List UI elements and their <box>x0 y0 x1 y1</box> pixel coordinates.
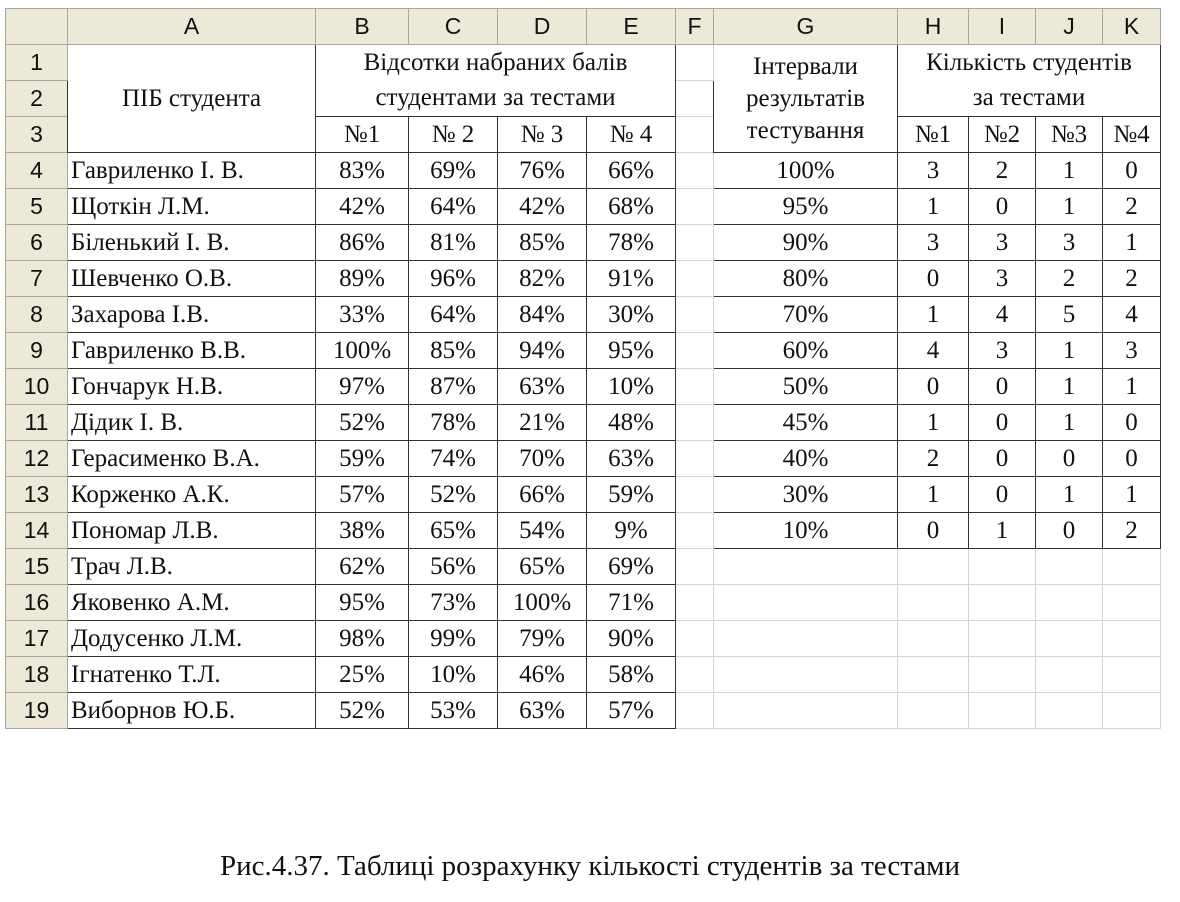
cell-empty[interactable] <box>676 585 714 621</box>
cell-empty[interactable] <box>1103 549 1161 585</box>
cell-score[interactable]: 42% <box>498 189 587 225</box>
cell-empty[interactable] <box>898 585 969 621</box>
cell-student-name[interactable]: Яковенко А.М. <box>68 585 316 621</box>
cell-empty[interactable] <box>1036 693 1103 729</box>
cell-empty[interactable] <box>1103 585 1161 621</box>
intervals-header-line1: Інтервали <box>753 52 858 80</box>
cell-score[interactable]: 54% <box>498 513 587 549</box>
cell-count[interactable]: 3 <box>969 225 1036 261</box>
cell-interval[interactable]: 50% <box>714 369 898 405</box>
cell-empty[interactable] <box>714 657 898 693</box>
cell-empty[interactable] <box>676 621 714 657</box>
cell-count-header-line2[interactable]: за тестами <box>898 81 1161 117</box>
column-header-e[interactable]: E <box>587 9 676 45</box>
cell-score[interactable]: 76% <box>498 153 587 189</box>
cell-student-name[interactable]: Ігнатенко Т.Л. <box>68 657 316 693</box>
cell-empty[interactable] <box>676 369 714 405</box>
cell-score[interactable]: 59% <box>316 441 409 477</box>
cell-count[interactable]: 4 <box>898 333 969 369</box>
cell-score[interactable]: 63% <box>498 369 587 405</box>
column-header-k[interactable]: K <box>1103 9 1161 45</box>
cell-score[interactable]: 70% <box>498 441 587 477</box>
row-header-15[interactable]: 15 <box>6 549 68 585</box>
column-header-a[interactable]: A <box>68 9 316 45</box>
cell-student-name[interactable]: Корженко А.К. <box>68 477 316 513</box>
cell-empty[interactable] <box>1103 657 1161 693</box>
cell-score[interactable]: 65% <box>498 549 587 585</box>
cell-score[interactable]: 57% <box>587 693 676 729</box>
row-header-1[interactable]: 1 <box>6 45 68 81</box>
cell-interval[interactable]: 10% <box>714 513 898 549</box>
cell-count[interactable]: 0 <box>969 405 1036 441</box>
cell-score[interactable]: 53% <box>409 693 498 729</box>
cell-count[interactable]: 3 <box>898 225 969 261</box>
cell-score[interactable]: 66% <box>587 153 676 189</box>
cell-student-name[interactable]: Гавриленко І. В. <box>68 153 316 189</box>
cell-name-header[interactable]: ПІБ студента <box>68 45 316 153</box>
intervals-header-line3: тестування <box>746 116 865 144</box>
cell-count[interactable]: 3 <box>969 261 1036 297</box>
table-row <box>6 369 1161 405</box>
cell-student-name[interactable]: Гончарук Н.В. <box>68 369 316 405</box>
cell-count[interactable]: 0 <box>1036 513 1103 549</box>
cell-score[interactable]: 69% <box>409 153 498 189</box>
cell-score[interactable]: 64% <box>409 297 498 333</box>
cell-count[interactable]: 0 <box>1036 441 1103 477</box>
cell-student-name[interactable]: Герасименко В.А. <box>68 441 316 477</box>
cell-score[interactable]: 71% <box>587 585 676 621</box>
cell-count-test-header-2[interactable]: №2 <box>969 117 1036 153</box>
spreadsheet-grid <box>5 8 1161 729</box>
cell-empty[interactable] <box>969 693 1036 729</box>
cell-count-header-line1[interactable]: Кількість студентів <box>898 45 1161 81</box>
cell-score[interactable]: 10% <box>409 657 498 693</box>
cell-empty[interactable] <box>969 549 1036 585</box>
cell-test-header-2[interactable]: № 2 <box>409 117 498 153</box>
cell-empty[interactable] <box>676 153 714 189</box>
table-row <box>6 261 1161 297</box>
cell-score[interactable]: 33% <box>316 297 409 333</box>
cell-empty[interactable] <box>1036 549 1103 585</box>
cell-count[interactable]: 3 <box>898 153 969 189</box>
cell-count[interactable]: 1 <box>1036 477 1103 513</box>
cell-empty[interactable] <box>714 585 898 621</box>
cell-score[interactable]: 95% <box>316 585 409 621</box>
cell-f1[interactable] <box>676 45 714 81</box>
cell-intervals-header[interactable] <box>714 45 898 153</box>
cell-interval[interactable]: 100% <box>714 153 898 189</box>
table-row <box>6 513 1161 549</box>
cell-empty[interactable] <box>898 549 969 585</box>
cell-interval[interactable]: 80% <box>714 261 898 297</box>
cell-count[interactable]: 1 <box>1103 369 1161 405</box>
table-row <box>6 585 1161 621</box>
cell-score[interactable]: 78% <box>587 225 676 261</box>
cell-interval[interactable]: 90% <box>714 225 898 261</box>
cell-score[interactable]: 99% <box>409 621 498 657</box>
table-row <box>6 405 1161 441</box>
cell-count[interactable]: 2 <box>1036 261 1103 297</box>
cell-score[interactable]: 84% <box>498 297 587 333</box>
column-header-j[interactable]: J <box>1036 9 1103 45</box>
cell-count[interactable]: 2 <box>969 153 1036 189</box>
cell-count[interactable]: 0 <box>898 369 969 405</box>
cell-count[interactable]: 2 <box>1103 189 1161 225</box>
cell-empty[interactable] <box>676 693 714 729</box>
cell-score[interactable]: 21% <box>498 405 587 441</box>
cell-score[interactable]: 97% <box>316 369 409 405</box>
cell-score[interactable]: 64% <box>409 189 498 225</box>
cell-score[interactable]: 85% <box>409 333 498 369</box>
cell-score[interactable]: 86% <box>316 225 409 261</box>
cell-count[interactable]: 1 <box>1103 477 1161 513</box>
cell-score[interactable]: 73% <box>409 585 498 621</box>
row-header-6[interactable]: 6 <box>6 225 68 261</box>
cell-count[interactable]: 5 <box>1036 297 1103 333</box>
cell-score[interactable]: 91% <box>587 261 676 297</box>
row-header-5[interactable]: 5 <box>6 189 68 225</box>
column-header-row <box>6 9 1161 45</box>
cell-score[interactable]: 83% <box>316 153 409 189</box>
cell-student-name[interactable]: Біленький І. В. <box>68 225 316 261</box>
cell-interval[interactable]: 95% <box>714 189 898 225</box>
cell-empty[interactable] <box>714 693 898 729</box>
cell-count[interactable]: 1 <box>898 477 969 513</box>
cell-score[interactable]: 56% <box>409 549 498 585</box>
cell-count[interactable]: 4 <box>1103 297 1161 333</box>
table-row <box>6 549 1161 585</box>
row-header-8[interactable]: 8 <box>6 297 68 333</box>
cell-count-test-header-1[interactable]: №1 <box>898 117 969 153</box>
cell-score[interactable]: 81% <box>409 225 498 261</box>
table-row <box>6 621 1161 657</box>
column-header-d[interactable]: D <box>498 9 587 45</box>
cell-score[interactable]: 94% <box>498 333 587 369</box>
cell-count-test-header-3[interactable]: №3 <box>1036 117 1103 153</box>
cell-score[interactable]: 62% <box>316 549 409 585</box>
cell-empty[interactable] <box>969 585 1036 621</box>
cell-student-name[interactable]: Гавриленко В.В. <box>68 333 316 369</box>
cell-empty[interactable] <box>676 441 714 477</box>
cell-student-name[interactable]: Дідик І. В. <box>68 405 316 441</box>
cell-score[interactable]: 63% <box>498 693 587 729</box>
cell-score[interactable]: 100% <box>316 333 409 369</box>
cell-empty[interactable] <box>676 225 714 261</box>
cell-count[interactable]: 1 <box>1036 369 1103 405</box>
cell-count[interactable]: 1 <box>1036 189 1103 225</box>
cell-count[interactable]: 0 <box>1103 405 1161 441</box>
cell-empty[interactable] <box>676 513 714 549</box>
cell-score[interactable]: 82% <box>498 261 587 297</box>
table-row <box>6 477 1161 513</box>
row-header-12[interactable]: 12 <box>6 441 68 477</box>
row-header-16[interactable]: 16 <box>6 585 68 621</box>
cell-empty[interactable] <box>676 405 714 441</box>
cell-count[interactable]: 1 <box>898 189 969 225</box>
cell-empty[interactable] <box>1036 585 1103 621</box>
cell-empty[interactable] <box>898 693 969 729</box>
cell-score[interactable]: 9% <box>587 513 676 549</box>
table-row <box>6 693 1161 729</box>
cell-count[interactable]: 3 <box>1036 225 1103 261</box>
cell-count[interactable]: 3 <box>969 333 1036 369</box>
figure-caption: Рис.4.37. Таблиці розрахунку кількості студентів за тестами <box>219 850 961 882</box>
cell-score[interactable]: 98% <box>316 621 409 657</box>
cell-score[interactable]: 38% <box>316 513 409 549</box>
cell-student-name[interactable]: Пономар Л.В. <box>68 513 316 549</box>
cell-score[interactable]: 63% <box>587 441 676 477</box>
cell-score[interactable]: 78% <box>409 405 498 441</box>
cell-count[interactable]: 0 <box>969 477 1036 513</box>
cell-count[interactable]: 0 <box>1103 441 1161 477</box>
cell-count[interactable]: 2 <box>1103 261 1161 297</box>
intervals-header-line2: результатів <box>746 84 865 112</box>
cell-empty[interactable] <box>714 549 898 585</box>
cell-count[interactable]: 4 <box>969 297 1036 333</box>
cell-empty[interactable] <box>1036 657 1103 693</box>
cell-score[interactable]: 69% <box>587 549 676 585</box>
column-header-f[interactable]: F <box>676 9 714 45</box>
cell-score[interactable]: 52% <box>409 477 498 513</box>
select-all-corner[interactable] <box>6 9 68 45</box>
cell-count-test-header-4[interactable]: №4 <box>1103 117 1161 153</box>
cell-score[interactable]: 52% <box>316 693 409 729</box>
row-header-7[interactable]: 7 <box>6 261 68 297</box>
table-row <box>6 189 1161 225</box>
row-header-2[interactable]: 2 <box>6 81 68 117</box>
cell-count[interactable]: 2 <box>898 441 969 477</box>
column-header-h[interactable]: H <box>898 9 969 45</box>
row-header-4[interactable]: 4 <box>6 153 68 189</box>
row-header-9[interactable]: 9 <box>6 333 68 369</box>
cell-empty[interactable] <box>676 189 714 225</box>
cell-interval[interactable]: 60% <box>714 333 898 369</box>
cell-empty[interactable] <box>676 261 714 297</box>
cell-score[interactable]: 48% <box>587 405 676 441</box>
cell-test-header-3[interactable]: № 3 <box>498 117 587 153</box>
cell-count[interactable]: 0 <box>898 513 969 549</box>
cell-interval[interactable]: 30% <box>714 477 898 513</box>
cell-percent-header-line1[interactable]: Відсотки набраних балів <box>316 45 676 81</box>
cell-score[interactable]: 42% <box>316 189 409 225</box>
cell-f3[interactable] <box>676 117 714 153</box>
cell-count[interactable]: 3 <box>1103 333 1161 369</box>
column-header-i[interactable]: I <box>969 9 1036 45</box>
cell-student-name[interactable]: Захарова І.В. <box>68 297 316 333</box>
column-header-b[interactable]: B <box>316 9 409 45</box>
column-header-g[interactable]: G <box>714 9 898 45</box>
cell-count[interactable]: 1 <box>1036 153 1103 189</box>
cell-empty[interactable] <box>898 621 969 657</box>
cell-empty[interactable] <box>1103 621 1161 657</box>
cell-score[interactable]: 100% <box>498 585 587 621</box>
cell-score[interactable]: 52% <box>316 405 409 441</box>
cell-score[interactable]: 65% <box>409 513 498 549</box>
cell-f2[interactable] <box>676 81 714 117</box>
cell-empty[interactable] <box>969 657 1036 693</box>
cell-score[interactable]: 66% <box>498 477 587 513</box>
cell-score[interactable]: 30% <box>587 297 676 333</box>
cell-score[interactable]: 90% <box>587 621 676 657</box>
cell-count[interactable]: 1 <box>1103 225 1161 261</box>
row-header-19[interactable]: 19 <box>6 693 68 729</box>
cell-test-header-1[interactable]: №1 <box>316 117 409 153</box>
cell-count[interactable]: 0 <box>969 441 1036 477</box>
cell-test-header-4[interactable]: № 4 <box>587 117 676 153</box>
cell-score[interactable]: 95% <box>587 333 676 369</box>
cell-count[interactable]: 0 <box>969 189 1036 225</box>
row-header-17[interactable]: 17 <box>6 621 68 657</box>
cell-score[interactable]: 96% <box>409 261 498 297</box>
cell-student-name[interactable]: Виборнов Ю.Б. <box>68 693 316 729</box>
cell-empty[interactable] <box>969 621 1036 657</box>
cell-empty[interactable] <box>1036 621 1103 657</box>
row-header-10[interactable]: 10 <box>6 369 68 405</box>
row-header-18[interactable]: 18 <box>6 657 68 693</box>
row-header-13[interactable]: 13 <box>6 477 68 513</box>
cell-score[interactable]: 58% <box>587 657 676 693</box>
cell-count[interactable]: 1 <box>1036 333 1103 369</box>
cell-count[interactable]: 1 <box>898 297 969 333</box>
row-header-3[interactable]: 3 <box>6 117 68 153</box>
cell-empty[interactable] <box>1103 693 1161 729</box>
cell-count[interactable]: 0 <box>898 261 969 297</box>
cell-student-name[interactable]: Щоткін Л.М. <box>68 189 316 225</box>
cell-student-name[interactable]: Додусенко Л.М. <box>68 621 316 657</box>
cell-score[interactable]: 10% <box>587 369 676 405</box>
cell-empty[interactable] <box>898 657 969 693</box>
cell-count[interactable]: 2 <box>1103 513 1161 549</box>
cell-interval[interactable]: 45% <box>714 405 898 441</box>
column-header-c[interactable]: C <box>409 9 498 45</box>
cell-score[interactable]: 68% <box>587 189 676 225</box>
cell-empty[interactable] <box>714 621 898 657</box>
cell-student-name[interactable]: Шевченко О.В. <box>68 261 316 297</box>
table-row <box>6 441 1161 477</box>
cell-count[interactable]: 1 <box>898 405 969 441</box>
cell-score[interactable]: 25% <box>316 657 409 693</box>
cell-percent-header-line2[interactable]: студентами за тестами <box>316 81 676 117</box>
row-header-11[interactable]: 11 <box>6 405 68 441</box>
cell-score[interactable]: 87% <box>409 369 498 405</box>
table-row <box>6 657 1161 693</box>
cell-interval[interactable]: 70% <box>714 297 898 333</box>
cell-score[interactable]: 57% <box>316 477 409 513</box>
cell-student-name[interactable]: Трач Л.В. <box>68 549 316 585</box>
table-row <box>6 333 1161 369</box>
cell-score[interactable]: 74% <box>409 441 498 477</box>
cell-count[interactable]: 1 <box>969 513 1036 549</box>
table-row <box>6 297 1161 333</box>
cell-empty[interactable] <box>676 549 714 585</box>
cell-score[interactable]: 89% <box>316 261 409 297</box>
cell-score[interactable]: 79% <box>498 621 587 657</box>
cell-empty[interactable] <box>676 477 714 513</box>
cell-empty[interactable] <box>676 657 714 693</box>
cell-count[interactable]: 1 <box>1036 405 1103 441</box>
cell-count[interactable]: 0 <box>1103 153 1161 189</box>
cell-empty[interactable] <box>676 333 714 369</box>
table-row <box>6 225 1161 261</box>
cell-interval[interactable]: 40% <box>714 441 898 477</box>
cell-score[interactable]: 85% <box>498 225 587 261</box>
row-header-14[interactable]: 14 <box>6 513 68 549</box>
cell-count[interactable]: 0 <box>969 369 1036 405</box>
table-row <box>6 153 1161 189</box>
cell-empty[interactable] <box>676 297 714 333</box>
cell-score[interactable]: 46% <box>498 657 587 693</box>
cell-score[interactable]: 59% <box>587 477 676 513</box>
data-rows <box>6 153 1161 729</box>
